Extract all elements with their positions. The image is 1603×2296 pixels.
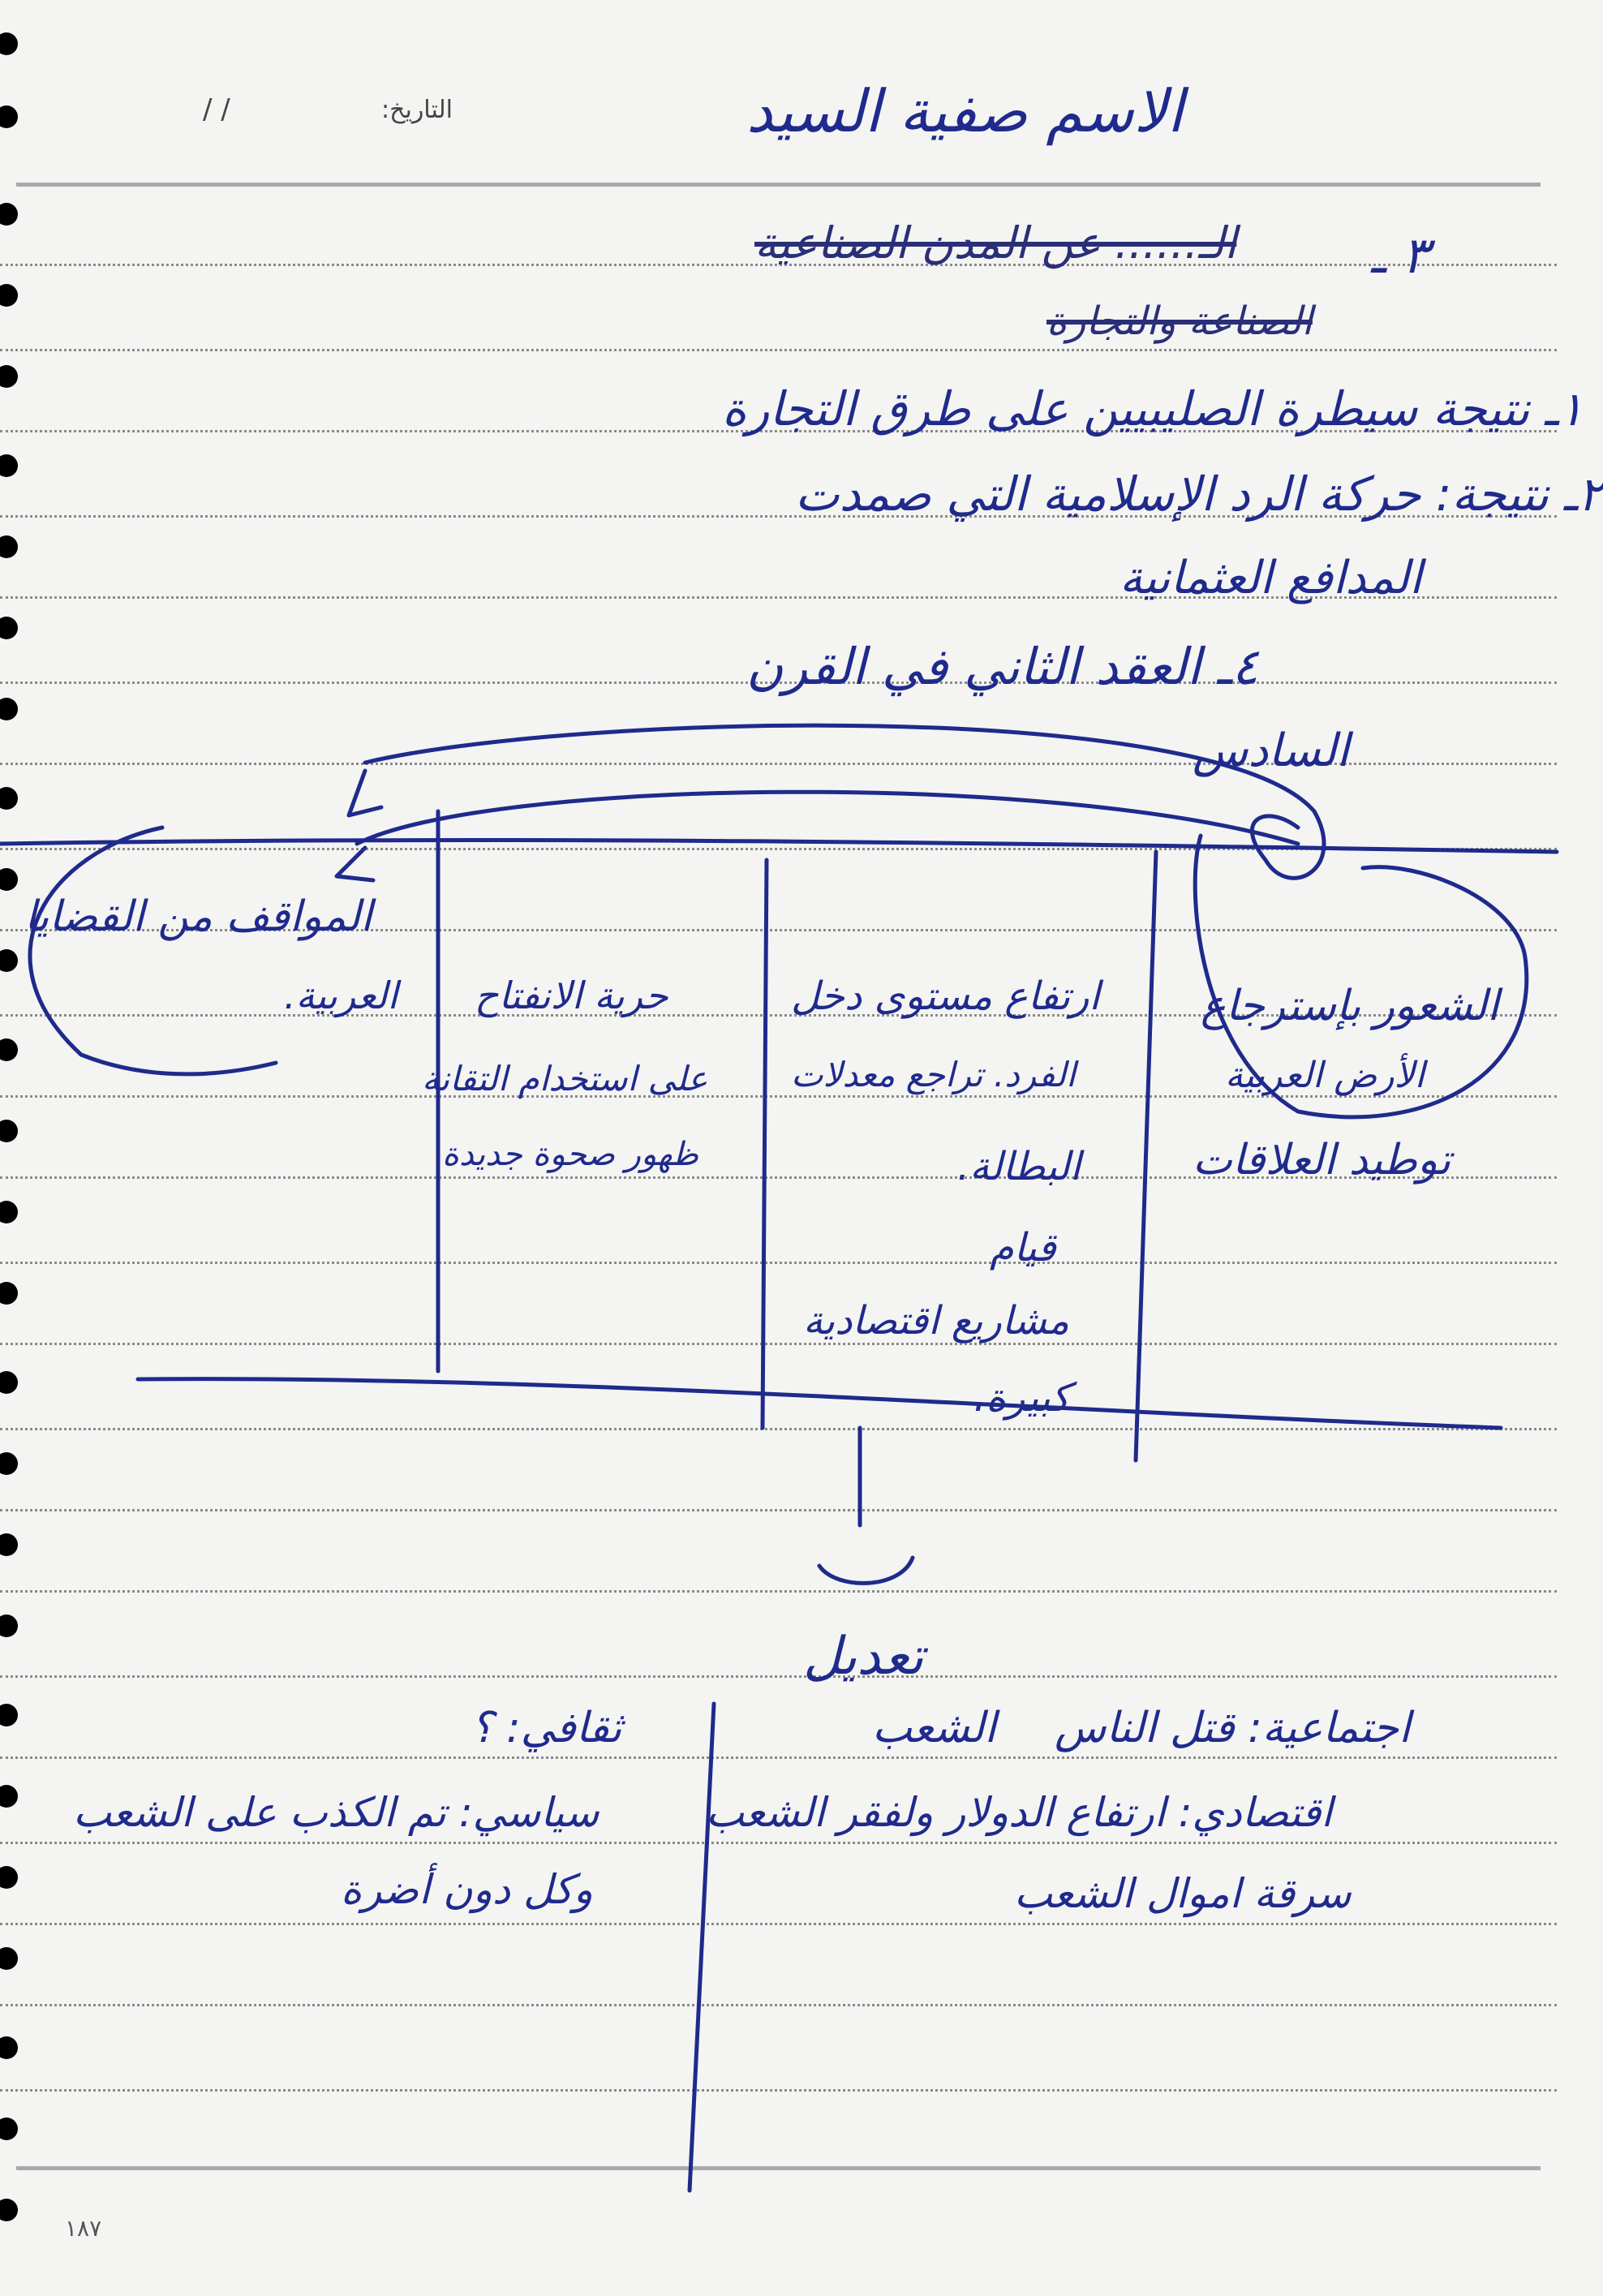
col3-line2: على استخدام التقانة [422,1059,708,1099]
note-item-2a: ٢ـ نتيجة: حركة الرد الإسلامية التي صمدت [795,467,1603,522]
col2-line5: مشاريع اقتصادية [803,1298,1069,1344]
col2-line4: قيام [990,1225,1056,1271]
bottom-row3-right: سرقة اموال الشعب [1014,1870,1352,1917]
col2-line3: البطالة. [957,1144,1081,1189]
col3-line3: ظهور صحوة جديدة [442,1136,698,1173]
bottom-row3-left: وكل دون أضرة [341,1866,593,1913]
note-item-1: ١ـ نتيجة سيطرة الصليبيين على طرق التجارة [722,381,1584,436]
note-item-2b: المدافع العثمانية [1120,552,1422,604]
bottom-row2-right: اقتصادي: ارتفاع الدولار ولفقر الشعب [706,1789,1333,1836]
col2-line1: ارتفاع مستوى دخل [791,974,1100,1019]
date-slashes: / / [203,93,230,126]
date-label: التاريخ: [381,96,453,124]
col4-line2: العربية. [284,974,398,1017]
bottom-row2-left: سياسي: تم الكذب على الشعب [73,1789,600,1836]
col1-line2: الأرض العربية [1225,1055,1425,1096]
page-number: ١٨٧ [65,2215,102,2242]
note-heading-number: ٣ ـ [1371,226,1429,285]
bottom-row1-mid: الشعب [872,1704,996,1752]
col1-line1: الشعور بإسترجاع [1201,982,1499,1030]
note-item-4b: السادس [1193,724,1349,777]
col3-line1: حرية الانفتاح [475,974,668,1017]
student-name: الاسم صفية السيد [746,77,1184,145]
bottom-title: تعديل [803,1627,924,1687]
col4-line1: المواقف من القضايا [24,892,372,941]
note-heading-struck-2: الصناعة والتجارة [1046,299,1313,344]
note-item-4a: ٤ـ العقد الثاني في القرن [746,637,1259,696]
col2-line2: الفرد. تراجع معدلات [791,1055,1076,1094]
bottom-row1-left: ثقافي: ؟ [471,1704,622,1752]
col1-line3: توطيد العلاقات [1193,1136,1451,1185]
col2-line6: كبيرة. [973,1375,1070,1421]
note-heading-struck: الـ...... عن المدن الصناعية [754,217,1237,269]
bottom-row1-right: اجتماعية: قتل الناس [1055,1704,1411,1752]
